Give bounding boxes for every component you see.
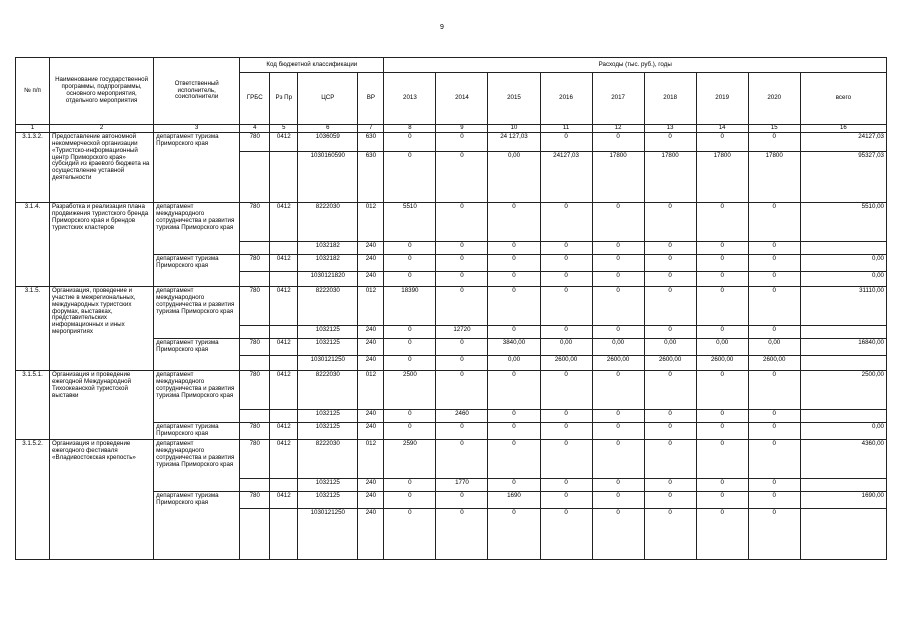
year-value-cell: 0: [540, 325, 592, 338]
budget-table: [15, 57, 887, 560]
year-value-cell: 0: [696, 241, 748, 254]
row-executor: департамент международного сотрудничества и развития туризма Приморского края: [154, 370, 240, 422]
year-value-cell: 0: [540, 422, 592, 439]
total-cell: [800, 508, 886, 559]
year-value-cell: 0: [540, 132, 592, 151]
total-cell: 95327,03: [800, 151, 886, 202]
year-value-cell: 0: [644, 508, 696, 559]
row-name: Организация, проведение и участие в межрегиональных, международных туристских форумах, выставках, представительских информационных и иных мероприятиях: [50, 286, 154, 370]
csr-cell: 1032125: [298, 409, 358, 422]
year-value-cell: 0: [384, 132, 436, 151]
year-value-cell: 2600,00: [644, 355, 696, 370]
year-value-cell: 0: [384, 478, 436, 491]
header-year: 2020: [748, 73, 800, 125]
row-name: Организация и проведение ежегодного фестиваля «Владивостокская крепость»: [50, 439, 154, 559]
year-value-cell: 0: [436, 491, 488, 508]
row-number: 3.1.5.2.: [16, 439, 50, 559]
year-value-cell: 0: [488, 202, 540, 241]
header-year: 2015: [488, 73, 540, 125]
year-value-cell: 0: [592, 241, 644, 254]
year-value-cell: 0: [384, 271, 436, 286]
year-value-cell: 0: [488, 254, 540, 271]
header-year: 2016: [540, 73, 592, 125]
csr-cell: 8222030: [298, 370, 358, 409]
grbs-cell: [240, 241, 270, 254]
year-value-cell: 2600,00: [540, 355, 592, 370]
rzpr-cell: [270, 271, 298, 286]
year-value-cell: 0: [748, 132, 800, 151]
year-value-cell: 0: [644, 370, 696, 409]
vr-cell: 240: [358, 491, 384, 508]
rzpr-cell: [270, 409, 298, 422]
grbs-cell: 780: [240, 254, 270, 271]
year-value-cell: 0: [384, 338, 436, 355]
vr-cell: 240: [358, 325, 384, 338]
year-value-cell: 0: [748, 202, 800, 241]
header-expenses: Расходы (тыс. руб.), годы: [384, 58, 887, 73]
year-value-cell: 0: [384, 241, 436, 254]
year-value-cell: 0: [696, 286, 748, 325]
rzpr-cell: [270, 508, 298, 559]
csr-cell: 1032182: [298, 241, 358, 254]
year-value-cell: 0: [696, 422, 748, 439]
year-value-cell: 0: [384, 422, 436, 439]
year-value-cell: 0: [748, 439, 800, 478]
year-value-cell: 0: [488, 241, 540, 254]
row-number: 3.1.3.2.: [16, 132, 50, 202]
year-value-cell: 0,00: [540, 338, 592, 355]
total-cell: [800, 409, 886, 422]
year-value-cell: 0: [384, 491, 436, 508]
csr-cell: 1030160590: [298, 151, 358, 202]
year-value-cell: 0: [436, 422, 488, 439]
csr-cell: 1032125: [298, 325, 358, 338]
column-numbers-row: [16, 125, 887, 133]
year-value-cell: 0: [644, 478, 696, 491]
total-cell: 5510,00: [800, 202, 886, 241]
column-number: 14: [696, 125, 748, 133]
rzpr-cell: [270, 478, 298, 491]
row-executor: департамент туризма Приморского края: [154, 491, 240, 559]
total-cell: 0,00: [800, 254, 886, 271]
row-name: Разработка и реализация плана продвижения туристского бренда Приморского края и брендов туристских кластеров: [50, 202, 154, 286]
total-cell: 0,00: [800, 422, 886, 439]
year-value-cell: 0: [644, 491, 696, 508]
grbs-cell: [240, 151, 270, 202]
year-value-cell: 0: [644, 409, 696, 422]
year-value-cell: 0: [696, 491, 748, 508]
year-value-cell: 0: [436, 202, 488, 241]
year-value-cell: 5510: [384, 202, 436, 241]
year-value-cell: 0: [592, 508, 644, 559]
rzpr-cell: 0412: [270, 202, 298, 241]
year-value-cell: 0: [696, 202, 748, 241]
grbs-cell: [240, 409, 270, 422]
vr-cell: 012: [358, 202, 384, 241]
column-number: 15: [748, 125, 800, 133]
csr-cell: 1032125: [298, 338, 358, 355]
grbs-cell: 780: [240, 422, 270, 439]
year-value-cell: 0: [592, 271, 644, 286]
rzpr-cell: 0412: [270, 254, 298, 271]
csr-cell: 8222030: [298, 202, 358, 241]
year-value-cell: 0: [540, 491, 592, 508]
year-value-cell: 0: [748, 370, 800, 409]
row-executor: департамент туризма Приморского края: [154, 132, 240, 202]
year-value-cell: 0: [696, 439, 748, 478]
year-value-cell: 17800: [644, 151, 696, 202]
year-value-cell: 0: [592, 132, 644, 151]
year-value-cell: 0: [696, 478, 748, 491]
year-value-cell: 0: [384, 508, 436, 559]
column-number: 7: [358, 125, 384, 133]
year-value-cell: 0,00: [592, 338, 644, 355]
year-value-cell: 2600,00: [592, 355, 644, 370]
year-value-cell: 0: [592, 478, 644, 491]
year-value-cell: 0: [540, 370, 592, 409]
header-vr: ВР: [358, 73, 384, 125]
header-grbs: ГРБС: [240, 73, 270, 125]
year-value-cell: 0: [384, 355, 436, 370]
year-value-cell: 0: [748, 422, 800, 439]
column-number: 11: [540, 125, 592, 133]
year-value-cell: 0: [488, 286, 540, 325]
row-executor: департамент международного сотрудничества и развития туризма Приморского края: [154, 202, 240, 254]
year-value-cell: 0: [748, 478, 800, 491]
total-cell: [800, 355, 886, 370]
total-cell: 16840,00: [800, 338, 886, 355]
year-value-cell: 0: [592, 254, 644, 271]
rzpr-cell: [270, 355, 298, 370]
rzpr-cell: 0412: [270, 439, 298, 478]
year-value-cell: 0: [540, 254, 592, 271]
total-cell: [800, 241, 886, 254]
row-executor: департамент туризма Приморского края: [154, 338, 240, 370]
total-cell: 2500,00: [800, 370, 886, 409]
year-value-cell: 0: [748, 286, 800, 325]
header-year: 2013: [384, 73, 436, 125]
column-number: 3: [154, 125, 240, 133]
year-value-cell: 0: [540, 439, 592, 478]
row-executor: департамент международного сотрудничества и развития туризма Приморского края: [154, 439, 240, 491]
row-number: 3.1.5.: [16, 286, 50, 370]
year-value-cell: 0: [436, 151, 488, 202]
year-value-cell: 0: [644, 202, 696, 241]
row-executor: департамент туризма Приморского края: [154, 422, 240, 439]
rzpr-cell: 0412: [270, 370, 298, 409]
year-value-cell: 0: [488, 422, 540, 439]
year-value-cell: 24127,03: [540, 151, 592, 202]
year-value-cell: 17800: [696, 151, 748, 202]
year-value-cell: 0: [592, 409, 644, 422]
year-value-cell: 3840,00: [488, 338, 540, 355]
csr-cell: 1032125: [298, 478, 358, 491]
rzpr-cell: 0412: [270, 422, 298, 439]
vr-cell: 240: [358, 241, 384, 254]
year-value-cell: 0: [436, 355, 488, 370]
csr-cell: 1036059: [298, 132, 358, 151]
year-value-cell: 0: [644, 439, 696, 478]
year-value-cell: 0: [644, 422, 696, 439]
year-value-cell: 0: [644, 286, 696, 325]
page-number: 9: [440, 24, 444, 31]
year-value-cell: 0: [748, 241, 800, 254]
year-value-cell: 0: [384, 254, 436, 271]
rzpr-cell: 0412: [270, 491, 298, 508]
header-name: Наименование государственной программы, подпрограммы, основного мероприятия, отдельного мероприятия: [50, 58, 154, 125]
total-cell: 31110,00: [800, 286, 886, 325]
year-value-cell: 0: [592, 439, 644, 478]
year-value-cell: 0: [644, 254, 696, 271]
grbs-cell: [240, 355, 270, 370]
year-value-cell: 0: [488, 325, 540, 338]
rzpr-cell: 0412: [270, 338, 298, 355]
grbs-cell: 780: [240, 370, 270, 409]
rzpr-cell: [270, 241, 298, 254]
column-number: 13: [644, 125, 696, 133]
vr-cell: 240: [358, 271, 384, 286]
row-number: 3.1.4.: [16, 202, 50, 286]
rzpr-cell: 0412: [270, 132, 298, 151]
header-total: всего: [800, 73, 886, 125]
column-number: 16: [800, 125, 886, 133]
year-value-cell: 0: [696, 370, 748, 409]
year-value-cell: 0: [592, 422, 644, 439]
vr-cell: 240: [358, 338, 384, 355]
column-number: 2: [50, 125, 154, 133]
grbs-cell: 780: [240, 338, 270, 355]
year-value-cell: 0: [488, 439, 540, 478]
year-value-cell: 0: [592, 202, 644, 241]
year-value-cell: 0: [540, 202, 592, 241]
header-executor: Ответственный исполнитель, соисполнители: [154, 58, 240, 125]
year-value-cell: 0: [644, 271, 696, 286]
year-value-cell: 0: [384, 325, 436, 338]
table-row: [16, 439, 887, 478]
year-value-cell: 1770: [436, 478, 488, 491]
csr-cell: 1032125: [298, 491, 358, 508]
year-value-cell: 0: [592, 370, 644, 409]
year-value-cell: 0: [384, 151, 436, 202]
year-value-cell: 0: [748, 491, 800, 508]
year-value-cell: 0: [436, 132, 488, 151]
year-value-cell: 0,00: [644, 338, 696, 355]
rzpr-cell: 0412: [270, 286, 298, 325]
csr-cell: 1032125: [298, 422, 358, 439]
year-value-cell: 0: [696, 325, 748, 338]
grbs-cell: 780: [240, 491, 270, 508]
rzpr-cell: [270, 325, 298, 338]
column-number: 6: [298, 125, 358, 133]
total-cell: 1690,00: [800, 491, 886, 508]
table-row: [16, 286, 887, 325]
year-value-cell: 0: [748, 508, 800, 559]
vr-cell: 240: [358, 254, 384, 271]
header-year: 2018: [644, 73, 696, 125]
year-value-cell: 0: [540, 478, 592, 491]
grbs-cell: 780: [240, 286, 270, 325]
year-value-cell: 0: [540, 286, 592, 325]
table-row: [16, 132, 887, 151]
csr-cell: 8222030: [298, 286, 358, 325]
year-value-cell: 0: [488, 478, 540, 491]
csr-cell: 1030121250: [298, 508, 358, 559]
table-body: [16, 125, 887, 560]
year-value-cell: 17800: [748, 151, 800, 202]
vr-cell: 240: [358, 422, 384, 439]
year-value-cell: 24 127,03: [488, 132, 540, 151]
row-number: 3.1.5.1.: [16, 370, 50, 439]
year-value-cell: 0: [696, 132, 748, 151]
table-row: [16, 370, 887, 409]
grbs-cell: [240, 271, 270, 286]
csr-cell: 8222030: [298, 439, 358, 478]
year-value-cell: 0: [696, 271, 748, 286]
column-number: 4: [240, 125, 270, 133]
header-year: 2017: [592, 73, 644, 125]
grbs-cell: [240, 508, 270, 559]
vr-cell: 012: [358, 370, 384, 409]
header-year: 2014: [436, 73, 488, 125]
grbs-cell: 780: [240, 132, 270, 151]
grbs-cell: 780: [240, 439, 270, 478]
vr-cell: 240: [358, 508, 384, 559]
year-value-cell: 0,00: [488, 355, 540, 370]
year-value-cell: 0: [592, 491, 644, 508]
year-value-cell: 0: [436, 241, 488, 254]
year-value-cell: 0: [436, 254, 488, 271]
header-no: № п/п: [16, 58, 50, 125]
year-value-cell: 0,00: [488, 151, 540, 202]
total-cell: [800, 325, 886, 338]
vr-cell: 240: [358, 355, 384, 370]
column-number: 1: [16, 125, 50, 133]
year-value-cell: 0: [436, 370, 488, 409]
header-csr: ЦСР: [298, 73, 358, 125]
csr-cell: 1032182: [298, 254, 358, 271]
year-value-cell: 0: [696, 254, 748, 271]
rzpr-cell: [270, 151, 298, 202]
year-value-cell: 12720: [436, 325, 488, 338]
grbs-cell: [240, 478, 270, 491]
year-value-cell: 0: [488, 508, 540, 559]
year-value-cell: 0: [592, 286, 644, 325]
year-value-cell: 0: [540, 409, 592, 422]
year-value-cell: 0: [436, 508, 488, 559]
column-number: 8: [384, 125, 436, 133]
column-number: 5: [270, 125, 298, 133]
year-value-cell: 2600,00: [696, 355, 748, 370]
row-executor: департамент туризма Приморского края: [154, 254, 240, 286]
year-value-cell: 0: [540, 271, 592, 286]
year-value-cell: 2460: [436, 409, 488, 422]
header-budget-code: Код бюджетной классификации: [240, 58, 384, 73]
year-value-cell: 2590: [384, 439, 436, 478]
year-value-cell: 17800: [592, 151, 644, 202]
grbs-cell: [240, 325, 270, 338]
year-value-cell: 2600,00: [748, 355, 800, 370]
year-value-cell: 2500: [384, 370, 436, 409]
year-value-cell: 0: [696, 409, 748, 422]
vr-cell: 240: [358, 409, 384, 422]
year-value-cell: 0: [748, 271, 800, 286]
header-rzpr: Рз Пр: [270, 73, 298, 125]
row-executor: департамент международного сотрудничества и развития туризма Приморского края: [154, 286, 240, 338]
year-value-cell: 0,00: [696, 338, 748, 355]
year-value-cell: 0: [540, 508, 592, 559]
year-value-cell: 0: [488, 409, 540, 422]
year-value-cell: 0: [488, 271, 540, 286]
header-year: 2019: [696, 73, 748, 125]
year-value-cell: 0: [436, 338, 488, 355]
year-value-cell: 0: [592, 325, 644, 338]
year-value-cell: 0: [436, 439, 488, 478]
year-value-cell: 18390: [384, 286, 436, 325]
year-value-cell: 1690: [488, 491, 540, 508]
total-cell: 0,00: [800, 271, 886, 286]
vr-cell: 012: [358, 439, 384, 478]
year-value-cell: 0: [644, 325, 696, 338]
column-number: 12: [592, 125, 644, 133]
column-number: 9: [436, 125, 488, 133]
year-value-cell: 0: [748, 325, 800, 338]
year-value-cell: 0: [644, 241, 696, 254]
table-row: [16, 202, 887, 241]
vr-cell: 240: [358, 478, 384, 491]
grbs-cell: 780: [240, 202, 270, 241]
csr-cell: 1030121820: [298, 271, 358, 286]
year-value-cell: 0: [488, 370, 540, 409]
total-cell: 24127,03: [800, 132, 886, 151]
year-value-cell: 0: [644, 132, 696, 151]
year-value-cell: 0: [696, 508, 748, 559]
year-value-cell: 0,00: [748, 338, 800, 355]
year-value-cell: 0: [384, 409, 436, 422]
row-name: Предоставление автономной некоммерческой организации «Туристско-информационный центр Приморского края» субсидий из краевого бюджета на осуществление уставной деятельности: [50, 132, 154, 202]
csr-cell: 1030121250: [298, 355, 358, 370]
column-number: 10: [488, 125, 540, 133]
total-cell: 4360,00: [800, 439, 886, 478]
vr-cell: 630: [358, 151, 384, 202]
year-value-cell: 0: [436, 286, 488, 325]
total-cell: [800, 478, 886, 491]
year-value-cell: 0: [748, 254, 800, 271]
year-value-cell: 0: [436, 271, 488, 286]
year-value-cell: 0: [748, 409, 800, 422]
vr-cell: 012: [358, 286, 384, 325]
row-name: Организация и проведение ежегодной Международной Тихоокеанской туристской выставки: [50, 370, 154, 439]
vr-cell: 630: [358, 132, 384, 151]
year-value-cell: 0: [540, 241, 592, 254]
